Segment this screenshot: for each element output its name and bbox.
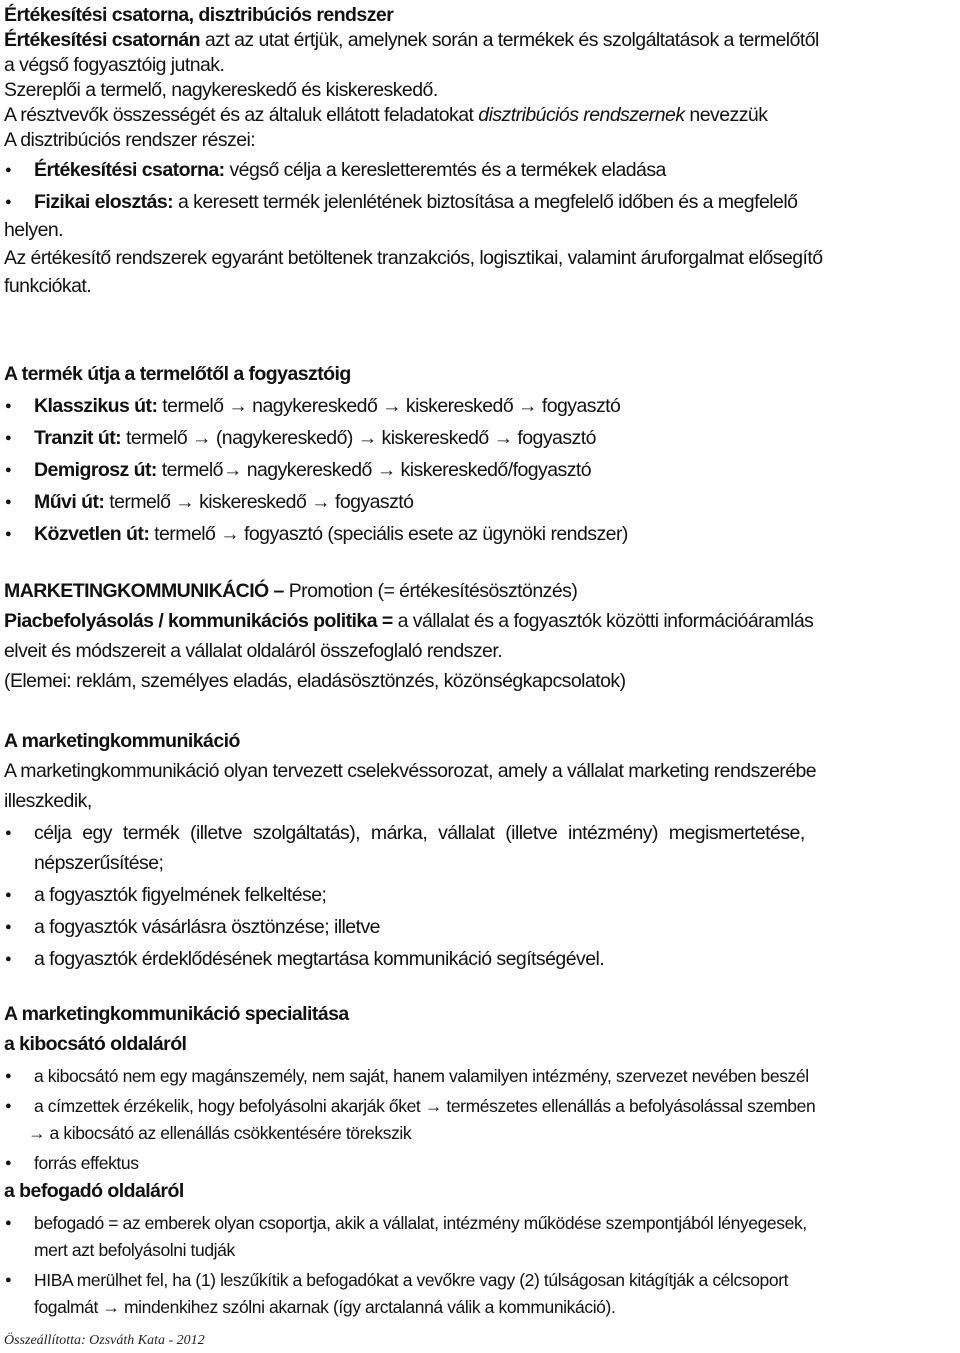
- definition-line: A marketingkommunikáció olyan tervezett cselekvéssorozat, amely a vállalat marketing rendszerébe: [4, 760, 817, 782]
- path-item: ● Tranzit út: termelő → (nagykereskedő) → kiskereskedő → fogyasztó: [4, 426, 958, 451]
- path-item: ● Művi út: termelő → kiskereskedő → fogyasztó: [4, 490, 958, 515]
- system-line: A résztvevők összességét és az általuk ellátott feladatokat disztribúciós rendszernek nevezzük: [4, 104, 768, 126]
- subsection-title: a befogadó oldaláról: [4, 1180, 184, 1202]
- section-marketing-communication-heading: [4, 579, 958, 694]
- path-item: ● Klasszikus út: termelő → nagykereskedő → kiskereskedő → fogyasztó: [4, 394, 958, 419]
- list-item: ● Értékesítési csatorna: végső célja a keresletteremtés és a termékek eladása: [4, 158, 958, 183]
- paragraph-cont: funkciókat.: [4, 275, 92, 297]
- list-item: ● Fizikai elosztás: a keresett termék jelenlétének biztosítása a megfelelő időben és a megfelelő: [4, 190, 958, 215]
- parts-line: A disztribúciós rendszer részei:: [4, 129, 256, 151]
- actors-line: Szereplői a termelő, nagykereskedő és kiskereskedő.: [4, 79, 438, 101]
- path-item: ● Demigrosz út: termelő→ nagykereskedő → kiskereskedő/fogyasztó: [4, 458, 958, 483]
- list-item: ● befogadó = az emberek olyan csoportja, akik a vállalat, intézmény működése szempontjából lényegesek,: [4, 1211, 958, 1235]
- definition-cont: elveit és módszereit a vállalat oldaláról összefoglaló rendszer.: [4, 640, 503, 662]
- list-item-cont: helyen.: [4, 219, 64, 241]
- section-title: A termék útja a termelőtől a fogyasztóig: [4, 363, 351, 385]
- list-item: ● a címzettek érzékelik, hogy befolyásolni akarják őket → természetes ellenállás a befolyásolással szemben: [4, 1094, 958, 1118]
- list-item-cont: → a kibocsátó az ellenállás csökkentésére törekszik: [28, 1123, 412, 1143]
- list-item: ● célja egy termék (illetve szolgáltatás), márka, vállalat (illetve intézmény) megismertetése,: [4, 821, 958, 846]
- section-title: A marketingkommunikáció: [4, 730, 240, 752]
- list-item-cont: fogalmát → mindenkihez szólni akarnak (így arctalanná válik a kommunikáció).: [34, 1297, 616, 1317]
- section-product-path: [4, 362, 958, 547]
- section-title: Értékesítési csatorna, disztribúciós rendszer: [4, 4, 394, 26]
- list-item: ● a fogyasztók érdeklődésének megtartása kommunikáció segítségével.: [4, 947, 958, 972]
- definition-cont: illeszkedik,: [4, 790, 92, 812]
- paragraph: Az értékesítő rendszerek egyaránt betöltenek tranzakciós, logisztikai, valamint áruforgalmat elősegítő: [4, 247, 823, 269]
- elements-line: (Elemei: reklám, személyes eladás, eladásösztönzés, közönségkapcsolatok): [4, 670, 626, 692]
- subsection-title: a kibocsátó oldaláról: [4, 1033, 187, 1055]
- list-item: ● forrás effektus: [4, 1151, 958, 1175]
- definition-line: Értékesítési csatornán azt az utat értjük, amelynek során a termékek és szolgáltatások a termelőtől: [4, 29, 819, 51]
- list-item: ● HIBA merülhet fel, ha (1) leszűkítik a befogadókat a vevőkre vagy (2) túlságosan kitágítják a célcsoport: [4, 1268, 958, 1292]
- definition-cont: a végső fogyasztóig jutnak.: [4, 54, 225, 76]
- section-specialities: [4, 1002, 958, 1319]
- term: Értékesítési csatornán: [4, 29, 201, 51]
- section-distribution: [4, 3, 958, 299]
- section-marketing-communication: [4, 729, 958, 972]
- list-item: ● a fogyasztók figyelmének felkeltése;: [4, 883, 958, 908]
- footer-credit: Összeállította: Ozsváth Kata - 2012: [4, 1333, 205, 1348]
- path-item: ● Közvetlen út: termelő → fogyasztó (speciális esete az ügynöki rendszer): [4, 522, 958, 547]
- list-item: ● a kibocsátó nem egy magánszemély, nem saját, hanem valamilyen intézmény, szervezet nevében beszél: [4, 1064, 958, 1088]
- section-title: MARKETINGKOMMUNIKÁCIÓ – Promotion (= értékesítésösztönzés): [4, 580, 578, 602]
- list-item-cont: népszerűsítése;: [34, 852, 164, 874]
- section-title: A marketingkommunikáció specialitása: [4, 1003, 349, 1025]
- list-item-cont: mert azt befolyásolni tudják: [34, 1240, 235, 1260]
- list-item: ● a fogyasztók vásárlásra ösztönzése; illetve: [4, 915, 958, 940]
- definition-line: Piacbefolyásolás / kommunikációs politika = a vállalat és a fogyasztók közötti információáramlás: [4, 610, 814, 632]
